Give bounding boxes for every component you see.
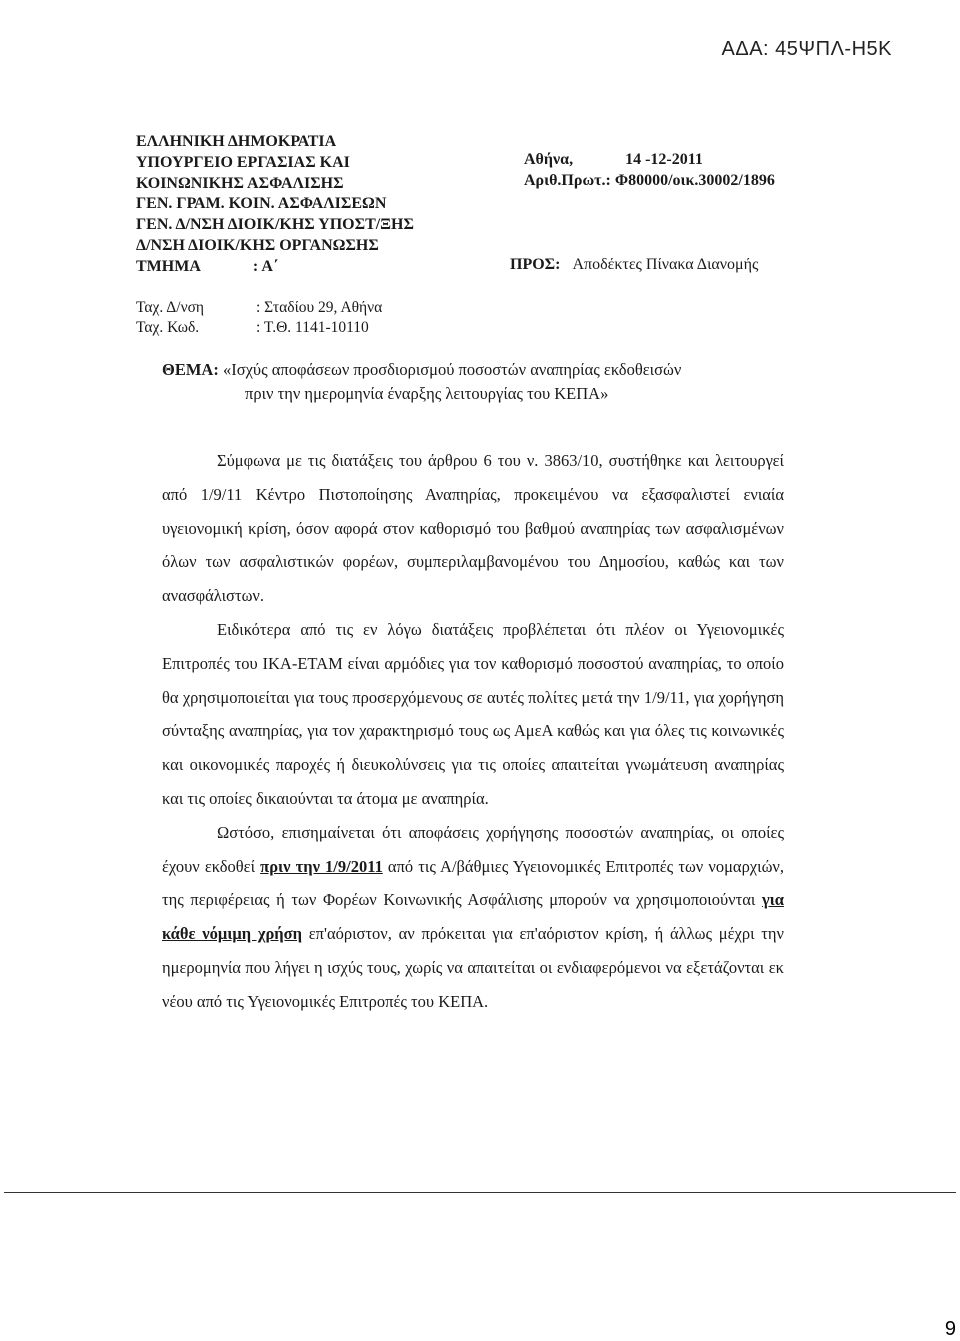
subject-text-2: πριν την ημερομηνία έναρξης λειτουργίας του ΚΕΠΑ» bbox=[245, 384, 609, 403]
protocol-value: Φ80000/οικ.30002/1896 bbox=[614, 171, 775, 189]
paragraph-1: Σύμφωνα με τις διατάξεις του άρθρου 6 του ν. 3863/10, συστήθηκε και λειτουργεί από 1/9/11 Κέντρο Πιστοποίησης Αναπηρίας, προκειμένου να εξασφαλιστεί ενιαία υγειονομική κρίση, όσον αφορά στον καθορισμό του βαθμού αναπηρίας των ασφαλισμένων όλων των ασφαλιστικών φορέων, συμπεριλαμβανομένου του Δημοσίου, καθώς και των ανασφάλιστων. bbox=[162, 451, 784, 606]
recipient-value: Αποδέκτες Πίνακα Διανομής bbox=[572, 256, 759, 273]
date-label: Αθήνα, bbox=[524, 151, 574, 168]
ada-code: ΑΔΑ: 45ΨΠΛ-Η5Κ bbox=[721, 38, 892, 60]
date-value: 14 -12-2011 bbox=[625, 151, 703, 168]
subject-label: ΘΕΜΑ: bbox=[162, 360, 219, 379]
issuer-line: ΥΠΟΥΡΓΕΙΟ ΕΡΓΑΣΙΑΣ ΚΑΙ bbox=[136, 153, 350, 171]
recipient-label: ΠΡΟΣ: bbox=[510, 256, 561, 273]
address-label: Ταχ. Δ/νση bbox=[136, 299, 205, 316]
issuer-line: ΓΕΝ. ΓΡΑΜ. ΚΟΙΝ. ΑΣΦΑΛΙΣΕΩΝ bbox=[136, 195, 387, 213]
letter-body bbox=[162, 444, 784, 1019]
protocol-row bbox=[524, 171, 775, 192]
department-value: : Α΄ bbox=[252, 257, 279, 275]
paragraph-3-part-a: Ωστόσο, επισημαίνεται ότι αποφάσεις χορήγησης ποσοστών αναπηρίας, οι οποίες έχουν εκδοθεί bbox=[162, 822, 784, 876]
subject-line-1 bbox=[162, 358, 802, 382]
address-block bbox=[136, 298, 382, 338]
postcode-label: Ταχ. Κωδ. bbox=[136, 319, 200, 336]
page-number: 9 bbox=[944, 1318, 956, 1340]
issuer-header bbox=[136, 132, 414, 278]
date-row bbox=[524, 150, 775, 171]
issuer-line: ΓΕΝ. Δ/ΝΣΗ ΔΙΟΙΚ/ΚΗΣ ΥΠΟΣΤ/ΞΗΣ bbox=[136, 216, 414, 234]
department-line bbox=[136, 257, 414, 278]
underlined-usage-phrase: για κάθε νόμιμη χρήση bbox=[162, 890, 784, 944]
subject-block bbox=[162, 358, 802, 406]
paragraph-3 bbox=[162, 816, 784, 1019]
paragraph-2: Ειδικότερα από τις εν λόγω διατάξεις προβλέπεται ότι πλέον οι Υγειονομικές Επιτροπές του ΙΚΑ-ΕΤΑΜ είναι αρμόδιες για τον καθορισμό ποσοστού αναπηρίας, το οποίο θα χρησιμοποιείται για τους προσερχόμενους σε αυτές πολίτες μετά την 1/9/11, για χορήγηση σύνταξης αναπηρίας, για τον χαρακτηρισμό τους ως ΑμεΑ καθώς και για όλες τις κοινωνικές και οικονομικές παροχές ή διευκολύνσεις για τις οποίες απαιτείται γνωμάτευση αναπηρίας και τις οποίες δικαιούνται τα άτομα με αναπηρία. bbox=[162, 619, 784, 808]
paragraph-3-part-c: επ'αόριστον, αν πρόκειται για επ'αόριστον κρίση, ή άλλως μέχρι την ημερομηνία που λήγει η ισχύς τους, χωρίς να απαιτείται οι ενδιαφερόμενοι να εξετάζονται εκ νέου από τις Υγειονομικές Επιτροπές του ΚΕΠΑ. bbox=[162, 924, 784, 1011]
paragraph-3-part-b: από τις Α/βάθμιες Υγειονομικές Επιτροπές των νομαρχιών, της περιφέρειας ή των Φορέων Κοινωνικής Ασφάλισης μπορούν να χρησιμοποιούνται bbox=[162, 856, 785, 910]
address-value: : Σταδίου 29, Αθήνα bbox=[256, 299, 383, 316]
date-protocol-block bbox=[524, 150, 775, 192]
department-label: ΤΜΗΜΑ bbox=[136, 257, 201, 275]
underlined-date-phrase: πριν την 1/9/2011 bbox=[260, 856, 383, 876]
issuer-line: ΚΟΙΝΩΝΙΚΗΣ ΑΣΦΑΛΙΣΗΣ bbox=[136, 174, 344, 192]
postcode-value: : Τ.Θ. 1141-10110 bbox=[256, 319, 369, 336]
issuer-line: Δ/ΝΣΗ ΔΙΟΙΚ/ΚΗΣ ΟΡΓΑΝΩΣΗΣ bbox=[136, 236, 379, 254]
address-row bbox=[136, 298, 382, 318]
issuer-line: ΕΛΛΗΝΙΚΗ ΔΗΜΟΚΡΑΤΙΑ bbox=[136, 133, 337, 150]
recipient-line bbox=[510, 256, 758, 274]
subject-text-1: «Ισχύς αποφάσεων προσδιορισμού ποσοστών αναπηρίας εκδοθεισών bbox=[222, 360, 682, 379]
footer-divider bbox=[4, 1192, 956, 1193]
postcode-row bbox=[136, 318, 382, 338]
protocol-label: Αριθ.Πρωτ.: bbox=[524, 171, 611, 189]
